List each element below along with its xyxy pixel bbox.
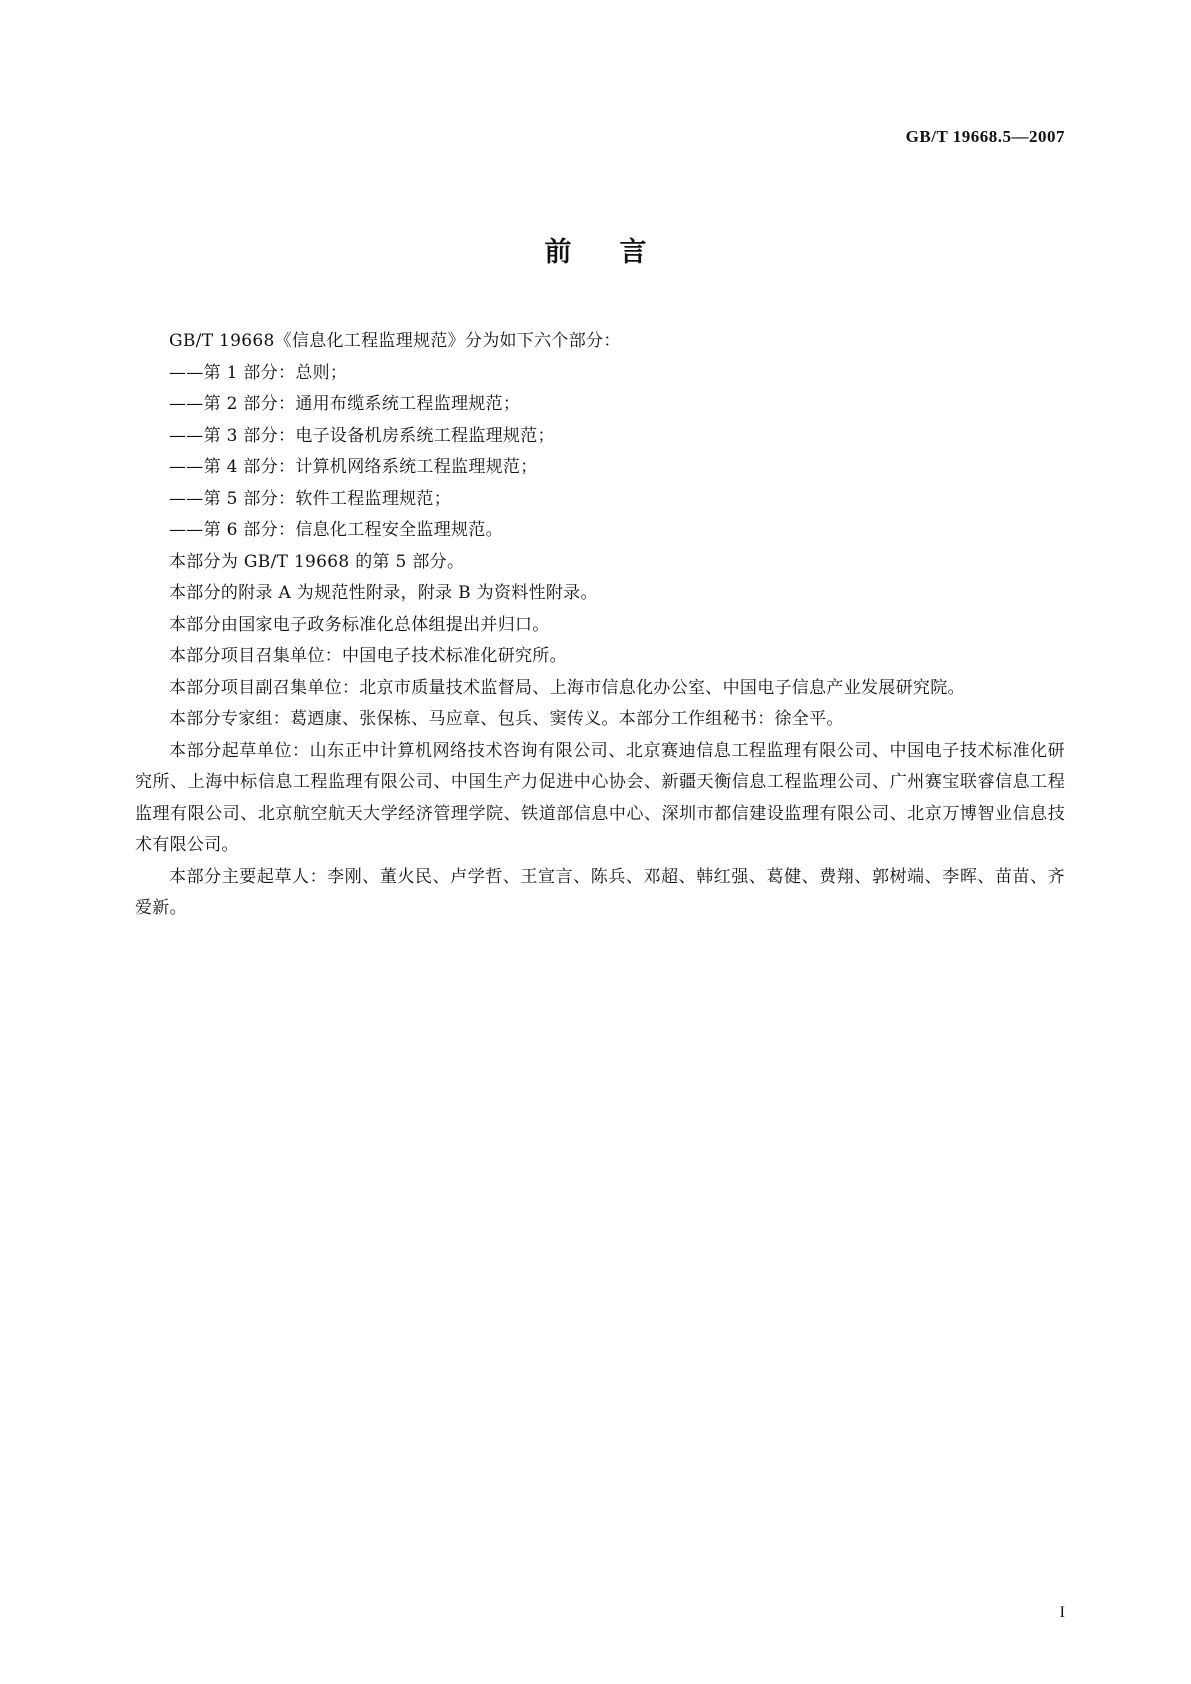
proposer-paragraph: 本部分由国家电子政务标准化总体组提出并归口。: [169, 614, 550, 635]
annex-paragraph: 本部分的附录 A 为规范性附录，附录 B 为资料性附录。: [169, 583, 598, 603]
part-list-item: ——第 2 部分：通用布缆系统工程监理规范；: [169, 394, 521, 414]
drafting-units-paragraph: 本部分起草单位：山东正中计算机网络技术咨询有限公司、北京赛迪信息工程监理有限公司、中国电子技术标准化研究所、上海中标信息工程监理有限公司、中国生产力促进中心协会、新疆天衡信息工程监理公司、广州赛宝联睿信息工程监理有限公司、北京航空航天大学经济管理学院、铁道部信息中心、深圳市都信建设监理有限公司、北京万博智业信息技术有限公司。: [135, 740, 1065, 855]
part-statement-paragraph: 本部分为 GB/T 19668 的第 5 部分。: [169, 551, 465, 572]
part-list-item: ——第 3 部分：电子设备机房系统工程监理规范；: [169, 425, 555, 446]
page-number: I: [1059, 1604, 1065, 1621]
part-list-item: ——第 4 部分：计算机网络系统工程监理规范；: [169, 457, 538, 477]
page-title: 前言: [544, 237, 695, 268]
standard-number: GB/T 19668.5—2007: [905, 127, 1065, 146]
deputy-convener-paragraph: 本部分项目副召集单位：北京市质量技术监督局、上海市信息化办公室、中国电子信息产业发展研究院。: [169, 677, 965, 698]
part-list-item: ——第 5 部分：软件工程监理规范；: [169, 488, 452, 509]
part-list-item: ——第 1 部分：总则；: [169, 362, 348, 383]
part-list-item: ——第 6 部分：信息化工程安全监理规范。: [169, 520, 503, 540]
expert-group-paragraph: 本部分专家组：葛迺康、张保栋、马应章、包兵、窦传义。本部分工作组秘书：徐全平。: [169, 709, 844, 729]
convener-paragraph: 本部分项目召集单位：中国电子技术标准化研究所。: [169, 646, 567, 666]
intro-paragraph: GB/T 19668《信息化工程监理规范》分为如下六个部分：: [169, 331, 621, 351]
drafters-paragraph: 本部分主要起草人：李刚、董火民、卢学哲、王宣言、陈兵、邓超、韩红强、葛健、费翔、郭树端、李晖、苗苗、齐爱新。: [135, 866, 1065, 918]
foreword-body: [135, 326, 1065, 925]
